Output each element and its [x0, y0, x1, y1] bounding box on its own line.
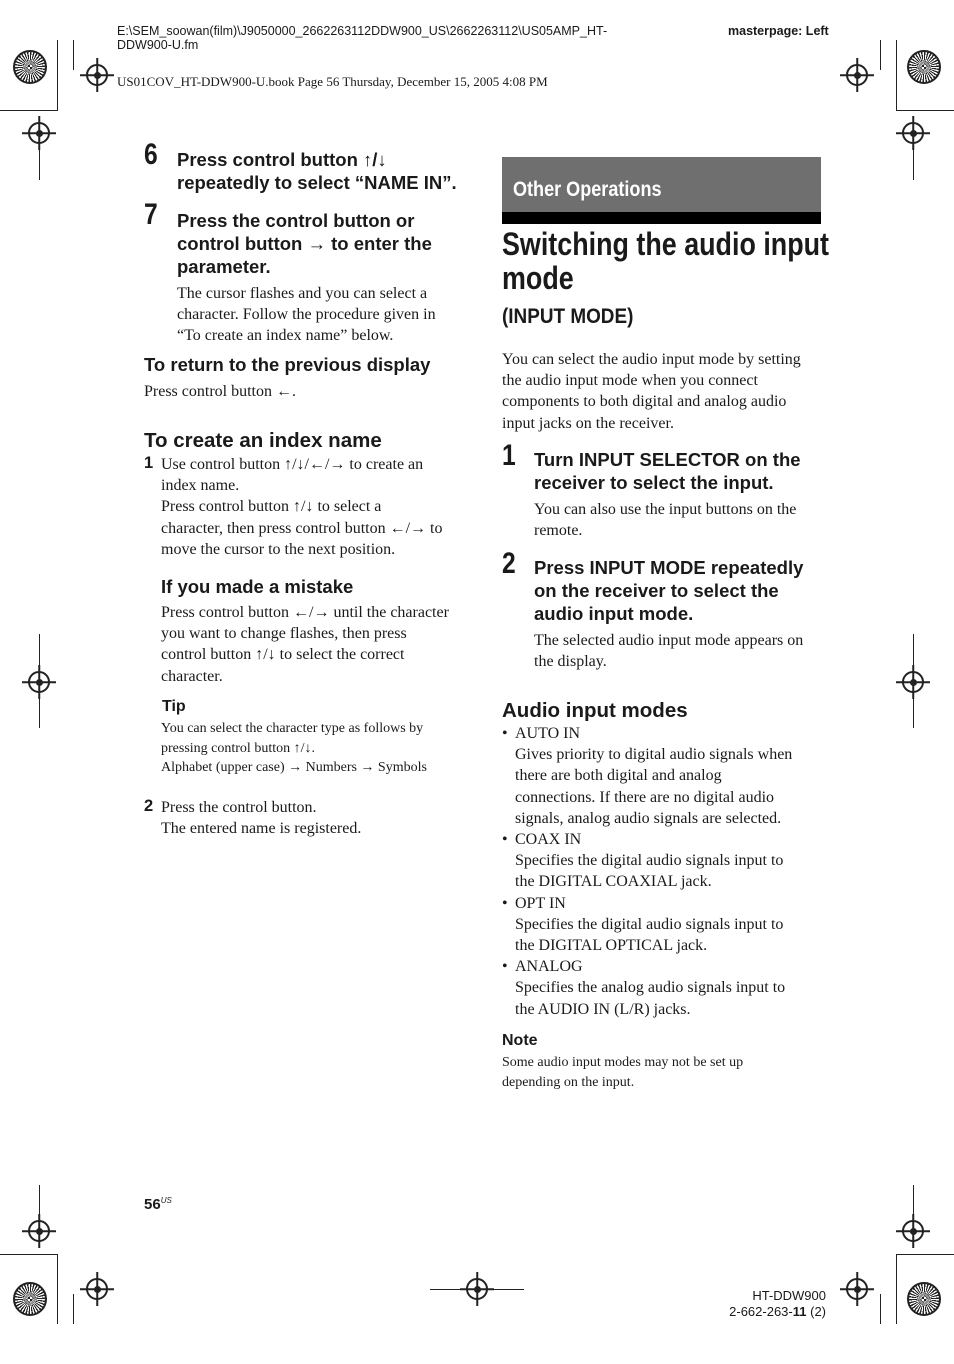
tip-line3: Alphabet (upper case) → Numbers → Symbols: [161, 760, 427, 775]
note-body: [502, 1053, 743, 1092]
step-1-line1: Turn INPUT SELECTOR on the: [534, 449, 801, 470]
mode-auto: [502, 723, 792, 829]
file-path: [117, 24, 677, 52]
tip-heading: Tip: [162, 698, 186, 715]
index-item1-line3: Press control button ↑/↓ to select a: [161, 498, 382, 516]
intro-line2: the audio input mode when you connect: [502, 372, 758, 390]
mode-opt-name: OPT IN: [515, 894, 566, 912]
mode-analog-name: ANALOG: [515, 958, 583, 976]
mode-coax: [502, 829, 792, 893]
masterpage-label: masterpage: Left: [728, 24, 829, 38]
mode-coax-name: COAX IN: [515, 831, 582, 849]
registration-mark-icon: [466, 1278, 488, 1300]
intro-paragraph: [502, 349, 801, 434]
step-6-title: [177, 148, 457, 194]
page-number-value: 56: [144, 1196, 161, 1213]
step-2-line3: audio input mode.: [534, 603, 694, 624]
step-2-number: 2: [502, 547, 516, 580]
step-7-body-line3: “To create an index name” below.: [177, 327, 394, 345]
file-path-line1: E:\SEM_soowan(film)\J9050000_2662263112DDW900_US\2662263112\US05AMP_HT-: [117, 24, 608, 38]
page-title: [502, 227, 863, 295]
step-1-number: 1: [502, 439, 516, 472]
mode-opt-line2: the DIGITAL OPTICAL jack.: [515, 937, 708, 955]
step-2-title: [534, 556, 803, 625]
page-title-line1: Switching the audio input: [502, 226, 830, 262]
registration-mark-icon: [902, 1220, 924, 1242]
mistake-line1: Press control button ←/→ until the character: [161, 604, 449, 621]
page-number: [144, 1196, 172, 1213]
step-1-body-line2: remote.: [534, 522, 583, 540]
index-heading: To create an index name: [144, 429, 382, 452]
mistake-line2: you want to change flashes, then press: [161, 625, 407, 643]
bullet: •: [502, 958, 508, 976]
mode-coax-line1: Specifies the digital audio signals input to: [515, 852, 784, 870]
registration-mark-icon: [86, 1278, 108, 1300]
model-name: HT-DDW900: [752, 1288, 826, 1303]
intro-line4: input jacks on the receiver.: [502, 414, 674, 432]
tip-line2: pressing control button ↑/↓.: [161, 740, 315, 756]
bullet: •: [502, 894, 508, 912]
registration-sunburst-icon: [13, 50, 47, 84]
step-6-line1: Press control button ↑/↓: [177, 149, 387, 170]
bullet: •: [502, 725, 508, 742]
file-path-line2: DDW900-U.fm: [117, 38, 199, 52]
book-info: US01COV_HT-DDW900-U.book Page 56 Thursday, December 15, 2005 4:08 PM: [117, 74, 548, 89]
registration-sunburst-icon: [13, 1282, 47, 1316]
mode-analog: [502, 956, 792, 1020]
mistake-line4: character.: [161, 667, 223, 685]
index-item1-number: 1: [144, 454, 154, 472]
step-7-body-line2: character. Follow the procedure given in: [177, 306, 436, 324]
index-item1-line1: Use control button ↑/↓/←/→ to create an: [161, 456, 424, 473]
mistake-heading: If you made a mistake: [161, 576, 354, 597]
mode-auto-name: AUTO IN: [515, 725, 581, 742]
section-label: Other Operations: [513, 178, 662, 201]
mode-analog-line2: the AUDIO IN (L/R) jacks.: [515, 1000, 691, 1018]
registration-mark-icon: [902, 122, 924, 144]
tip-line1: You can select the character type as follows by: [161, 721, 424, 736]
intro-line1: You can select the audio input mode by setting: [502, 351, 801, 368]
step-7-body-line1: The cursor flashes and you can select a: [177, 285, 428, 302]
step-6-number: 6: [144, 138, 158, 171]
mode-analog-line1: Specifies the analog audio signals input to: [515, 979, 786, 997]
mode-auto-line1: Gives priority to digital audio signals when: [515, 746, 793, 764]
registration-mark-icon: [28, 671, 50, 693]
step-7-line3: parameter.: [177, 256, 271, 277]
registration-mark-icon: [28, 1220, 50, 1242]
tip-body: [161, 719, 427, 778]
return-body: Press control button ←.: [144, 383, 296, 400]
index-item1-line2: index name.: [161, 477, 240, 495]
modes-list: [502, 723, 792, 1020]
step-1-body: [534, 499, 796, 541]
part-number-prefix: 2-662-263-: [729, 1304, 793, 1319]
bullet: •: [502, 831, 508, 849]
index-item2-number: 2: [144, 797, 154, 815]
note-heading: Note: [502, 1032, 538, 1049]
part-number-bold: 11: [792, 1304, 807, 1319]
step-7-number: 7: [144, 198, 158, 231]
index-item2-line1: Press the control button.: [161, 799, 317, 816]
mode-auto-line3: connections. If there are no digital audio: [515, 788, 775, 806]
mistake-body: [161, 602, 449, 687]
index-item2-body: [161, 797, 361, 839]
model-code: [724, 1288, 826, 1320]
mode-coax-line2: the DIGITAL COAXIAL jack.: [515, 873, 712, 891]
registration-mark-icon: [902, 671, 924, 693]
registration-mark-icon: [846, 64, 868, 86]
intro-line3: components to both digital and analog audio: [502, 393, 787, 411]
mistake-line3: control button ↑/↓ to select the correct: [161, 646, 405, 664]
mode-opt-line1: Specifies the digital audio signals input to: [515, 915, 784, 933]
step-2-line2: on the receiver to select the: [534, 580, 779, 601]
section-bar-rule: [502, 212, 821, 224]
step-6-line2: repeatedly to select “NAME IN”.: [177, 172, 457, 193]
part-number: [724, 1304, 826, 1320]
registration-mark-icon: [86, 64, 108, 86]
index-item1-line5: move the cursor to the next position.: [161, 540, 396, 558]
mode-auto-line2: there are both digital and analog: [515, 767, 722, 785]
step-2-body: [534, 630, 803, 672]
index-item1-body: [161, 454, 443, 560]
step-2-body-line2: the display.: [534, 653, 607, 671]
step-7-title: [177, 209, 432, 278]
return-heading: To return to the previous display: [144, 354, 431, 375]
modes-heading: Audio input modes: [502, 699, 688, 722]
page-number-suffix: US: [160, 1196, 172, 1205]
index-item1-line4: character, then press control button ←/→ to: [161, 519, 443, 537]
step-7-body: [177, 283, 436, 347]
page-title-line2: mode: [502, 260, 574, 296]
step-1-body-line1: You can also use the input buttons on the: [534, 501, 797, 518]
registration-mark-icon: [28, 122, 50, 144]
mode-opt: [502, 893, 792, 957]
page-subtitle: (INPUT MODE): [502, 304, 634, 328]
registration-mark-icon: [846, 1278, 868, 1300]
mode-auto-line4: signals, analog audio signals are selected.: [515, 809, 782, 827]
part-number-suffix: (2): [806, 1304, 826, 1319]
step-2-body-line1: The selected audio input mode appears on: [534, 632, 804, 649]
step-1-line2: receiver to select the input.: [534, 472, 774, 493]
step-2-line1: Press INPUT MODE repeatedly: [534, 557, 804, 578]
step-7-line2: control button → to enter the: [177, 233, 432, 254]
index-item2-line2: The entered name is registered.: [161, 820, 362, 838]
note-line2: depending on the input.: [502, 1074, 635, 1090]
registration-sunburst-icon: [907, 50, 941, 84]
step-7-line1: Press the control button or: [177, 210, 415, 231]
registration-sunburst-icon: [907, 1282, 941, 1316]
step-1-title: [534, 448, 801, 494]
note-line1: Some audio input modes may not be set up: [502, 1055, 744, 1070]
